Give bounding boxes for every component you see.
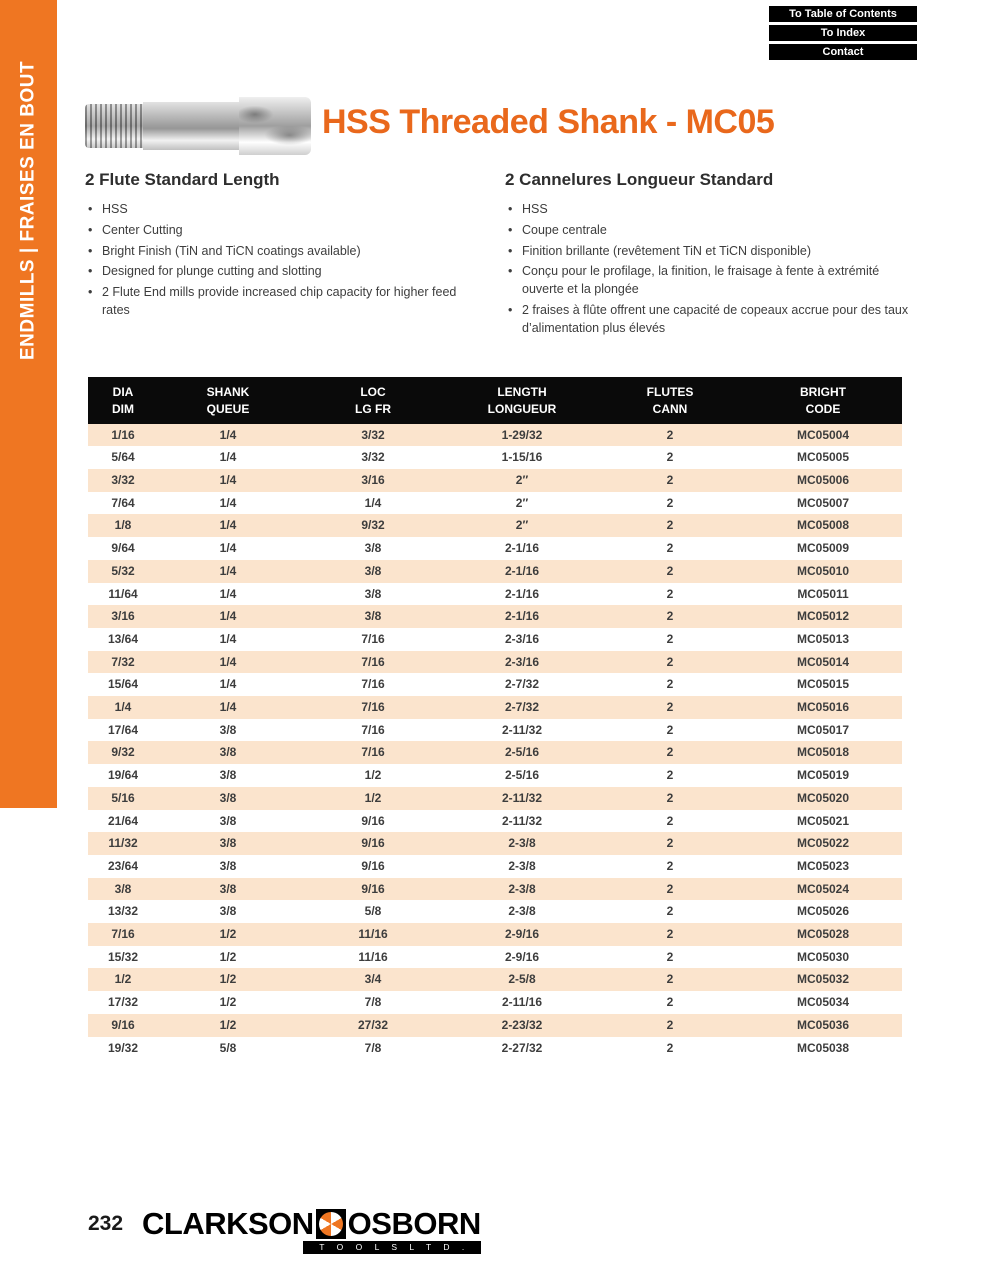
table-row xyxy=(88,832,902,855)
logo-clarkson-text: CLARKSON xyxy=(142,1206,314,1241)
table-row xyxy=(88,855,902,878)
to-index-button[interactable]: To Index xyxy=(769,25,917,41)
table-cell: 2-3/8 xyxy=(508,881,536,896)
sidebar xyxy=(0,0,57,808)
table-cell: MC05030 xyxy=(796,949,850,964)
table-cell: 3/8 xyxy=(364,586,382,601)
table-cell: 1/2 xyxy=(219,1017,237,1032)
table-cell: 2-5/16 xyxy=(504,768,540,783)
table-cell: 2 xyxy=(666,768,674,783)
table-cell: 1/4 xyxy=(364,495,382,510)
table-cell: MC05013 xyxy=(796,631,850,646)
table-cell: 13/32 xyxy=(107,904,139,919)
table-cell: MC05019 xyxy=(796,768,850,783)
table-row xyxy=(88,900,902,923)
table-cell: 2-3/16 xyxy=(504,654,540,669)
table-cell: 2 xyxy=(666,1017,674,1032)
column-header-dia: DIA DIM xyxy=(88,377,158,424)
column-header-flutes: FLUTES CANN xyxy=(596,377,744,424)
table-cell: 9/16 xyxy=(111,1017,135,1032)
table-cell: 2 xyxy=(666,813,674,828)
table-cell: 3/8 xyxy=(114,881,132,896)
table-cell: MC05009 xyxy=(796,541,850,556)
table-cell: MC05012 xyxy=(796,609,850,624)
table-cell: 19/64 xyxy=(107,768,139,783)
table-cell: 2-9/16 xyxy=(504,927,540,942)
table-cell: 2-1/16 xyxy=(504,586,540,601)
list-item: • Designed for plunge cutting and slotting xyxy=(85,263,477,281)
table-cell: 3/4 xyxy=(364,972,382,987)
table-cell: 2-11/32 xyxy=(501,722,543,737)
table-cell: MC05023 xyxy=(796,858,850,873)
table-row xyxy=(88,673,902,696)
table-cell: 2 xyxy=(666,836,674,851)
table-cell: MC05021 xyxy=(796,813,850,828)
table-cell: MC05022 xyxy=(796,836,850,851)
table-cell: 2 xyxy=(666,541,674,556)
table-cell: 5/16 xyxy=(111,790,135,805)
table-cell: MC05020 xyxy=(796,790,850,805)
table-row xyxy=(88,923,902,946)
column-header-loc: LOC LG FR xyxy=(298,377,448,424)
table-cell: 1/4 xyxy=(219,677,237,692)
list-item: • 2 Flute End mills provide increased chip capacity for higher feed rates xyxy=(85,284,477,320)
table-cell: 13/64 xyxy=(107,631,139,646)
table-cell: 1-15/16 xyxy=(501,450,543,465)
table-cell: 2 xyxy=(666,677,674,692)
table-cell: MC05008 xyxy=(796,518,850,533)
top-nav xyxy=(769,6,917,63)
table-row xyxy=(88,537,902,560)
table-cell: 2-3/16 xyxy=(504,631,540,646)
table-cell: 7/16 xyxy=(361,700,385,715)
features-french-heading: 2 Cannelures Longueur Standard xyxy=(505,170,774,189)
list-item: • Center Cutting xyxy=(85,222,477,240)
endmill-photo xyxy=(85,94,311,158)
table-cell: 3/8 xyxy=(364,541,382,556)
table-cell: 1/4 xyxy=(114,700,132,715)
table-cell: 17/32 xyxy=(107,995,139,1010)
table-cell: 1/4 xyxy=(219,518,237,533)
table-cell: 21/64 xyxy=(107,813,139,828)
table-cell: 1/4 xyxy=(219,495,237,510)
table-cell: 2-5/16 xyxy=(504,745,540,760)
table-cell: 2-3/8 xyxy=(508,904,536,919)
list-item: • 2 fraises à flûte offrent une capacité de copeaux accrue pour des taux d’alimentation plus élevés xyxy=(505,302,909,338)
list-item: • HSS xyxy=(505,201,909,219)
table-cell: 2 xyxy=(666,427,674,442)
table-cell: 7/16 xyxy=(361,631,385,646)
features-french xyxy=(505,170,909,340)
table-cell: 2-27/32 xyxy=(501,1040,543,1055)
list-item: • Conçu pour le profilage, la finition, le fraisage à fente à extrémité ouverte et la plongée xyxy=(505,263,909,299)
sidebar-section-label: ENDMILLS | FRAISES EN BOUT xyxy=(17,60,39,360)
table-cell: 2-3/8 xyxy=(508,858,536,873)
table-cell: 3/8 xyxy=(219,904,237,919)
table-cell: 2 xyxy=(666,972,674,987)
table-cell: MC05026 xyxy=(796,904,850,919)
table-cell: 1/4 xyxy=(219,654,237,669)
table-row xyxy=(88,719,902,742)
table-cell: 1/8 xyxy=(114,518,132,533)
endmill-threaded-shank xyxy=(85,104,143,148)
table-cell: 11/16 xyxy=(358,927,388,942)
table-row xyxy=(88,583,902,606)
table-cell: 7/16 xyxy=(361,654,385,669)
table-cell: 9/64 xyxy=(111,541,135,556)
table-cell: 1/2 xyxy=(219,949,237,964)
table-cell: MC05028 xyxy=(796,927,850,942)
table-cell: 1/4 xyxy=(219,631,237,646)
table-cell: 5/32 xyxy=(111,563,135,578)
table-cell: 9/16 xyxy=(361,836,385,851)
table-cell: 1-29/32 xyxy=(501,427,543,442)
table-cell: 1/2 xyxy=(219,972,237,987)
table-cell: 2-7/32 xyxy=(504,677,540,692)
table-cell: 3/16 xyxy=(361,473,385,487)
table-cell: 2 xyxy=(666,609,674,624)
table-cell: 1/4 xyxy=(219,609,237,624)
table-cell: MC05014 xyxy=(796,654,850,669)
table-row xyxy=(88,446,902,469)
table-cell: 15/64 xyxy=(107,677,139,692)
table-cell: 2 xyxy=(666,518,674,533)
spec-table xyxy=(88,377,902,1059)
table-cell: MC05010 xyxy=(796,563,850,578)
table-cell: MC05005 xyxy=(796,450,850,465)
table-cell: 3/8 xyxy=(364,563,382,578)
table-cell: 1/2 xyxy=(364,790,382,805)
table-row xyxy=(88,560,902,583)
table-row xyxy=(88,741,902,764)
table-cell: 2-11/32 xyxy=(501,813,543,828)
table-cell: 7/32 xyxy=(111,654,135,669)
table-cell: 9/16 xyxy=(361,881,385,896)
logo-osborn-text: OSBORN xyxy=(347,1206,481,1241)
table-cell: 2 xyxy=(666,745,674,760)
table-cell: MC05011 xyxy=(797,586,849,601)
table-cell: MC05032 xyxy=(796,972,850,987)
table-cell: MC05017 xyxy=(796,722,850,737)
table-cell: 3/32 xyxy=(111,473,135,487)
table-cell: 7/16 xyxy=(361,722,385,737)
table-cell: 2-11/32 xyxy=(501,790,543,805)
table-row xyxy=(88,628,902,651)
table-row xyxy=(88,696,902,719)
table-cell: 2-23/32 xyxy=(501,1017,543,1032)
table-cell: 2-5/8 xyxy=(508,972,536,987)
contact-button[interactable]: Contact xyxy=(769,44,917,60)
page-number: 232 xyxy=(88,1212,124,1235)
features-english xyxy=(85,170,477,323)
table-cell: 1/2 xyxy=(219,995,237,1010)
table-cell: 1/4 xyxy=(219,700,237,715)
table-cell: 3/8 xyxy=(219,881,237,896)
list-item: • Coupe centrale xyxy=(505,222,909,240)
table-cell: 3/8 xyxy=(219,722,237,737)
features-french-list xyxy=(505,201,909,337)
table-cell: 2 xyxy=(666,858,674,873)
table-cell: 5/64 xyxy=(111,450,135,465)
table-cell: 3/8 xyxy=(219,858,237,873)
table-cell: 9/32 xyxy=(111,745,135,760)
spec-table-header xyxy=(88,377,902,424)
table-cell: MC05004 xyxy=(796,427,850,442)
table-row xyxy=(88,991,902,1014)
logo-tools-ltd-bar: T O O L S L T D . xyxy=(303,1241,481,1254)
table-cell: MC05007 xyxy=(796,495,850,510)
table-cell: MC05036 xyxy=(796,1017,850,1032)
list-item: • Finition brillante (revêtement TiN et TiCN disponible) xyxy=(505,243,909,261)
table-row xyxy=(88,878,902,901)
endmill-neck xyxy=(143,102,239,150)
table-cell: 23/64 xyxy=(107,858,139,873)
table-cell: 1/4 xyxy=(219,541,237,556)
table-cell: 2 xyxy=(666,586,674,601)
features-english-list xyxy=(85,201,477,320)
table-cell: 5/8 xyxy=(219,1040,237,1055)
table-row xyxy=(88,810,902,833)
table-cell: 2 xyxy=(666,563,674,578)
endmill-flute-head xyxy=(239,97,311,155)
table-row xyxy=(88,968,902,991)
table-cell: 7/16 xyxy=(111,927,135,942)
table-cell: 3/32 xyxy=(361,450,385,465)
table-cell: 2″ xyxy=(515,473,529,487)
table-cell: 2-1/16 xyxy=(504,563,540,578)
table-cell: 3/8 xyxy=(219,790,237,805)
table-cell: 11/32 xyxy=(108,836,138,851)
table-cell: 2 xyxy=(666,473,674,487)
table-cell: 2 xyxy=(666,995,674,1010)
table-row xyxy=(88,492,902,515)
table-cell: 19/32 xyxy=(107,1040,139,1055)
table-cell: 2 xyxy=(666,495,674,510)
table-row xyxy=(88,787,902,810)
table-cell: MC05016 xyxy=(796,700,850,715)
table-cell: 3/8 xyxy=(219,836,237,851)
to-table-of-contents-button[interactable]: To Table of Contents xyxy=(769,6,917,22)
table-cell: 1/4 xyxy=(219,427,237,442)
table-cell: 2-3/8 xyxy=(508,836,536,851)
table-cell: 2 xyxy=(666,722,674,737)
table-cell: 9/16 xyxy=(361,858,385,873)
list-item: • Bright Finish (TiN and TiCN coatings available) xyxy=(85,243,477,261)
table-cell: 5/8 xyxy=(364,904,382,919)
table-cell: 1/2 xyxy=(364,768,382,783)
table-row xyxy=(88,469,902,492)
table-cell: 2 xyxy=(666,904,674,919)
table-cell: 27/32 xyxy=(357,1017,389,1032)
table-row xyxy=(88,946,902,969)
table-cell: 1/4 xyxy=(219,450,237,465)
table-cell: 3/8 xyxy=(219,768,237,783)
table-cell: 3/8 xyxy=(364,609,382,624)
table-row xyxy=(88,651,902,674)
table-cell: 1/4 xyxy=(219,586,237,601)
table-cell: MC05024 xyxy=(796,881,850,896)
table-cell: 2-7/32 xyxy=(504,700,540,715)
table-cell: 7/16 xyxy=(361,745,385,760)
table-cell: 1/2 xyxy=(114,972,132,987)
table-cell: 2 xyxy=(666,790,674,805)
table-cell: 2 xyxy=(666,927,674,942)
table-cell: 17/64 xyxy=(107,722,139,737)
table-cell: 15/32 xyxy=(107,949,139,964)
column-header-bright-code: BRIGHT CODE xyxy=(744,377,902,424)
table-cell: 7/8 xyxy=(364,995,382,1010)
table-cell: 2 xyxy=(666,881,674,896)
table-row xyxy=(88,605,902,628)
table-cell: MC05034 xyxy=(796,995,850,1010)
table-cell: 2″ xyxy=(515,518,529,533)
table-cell: 9/16 xyxy=(361,813,385,828)
table-cell: 2 xyxy=(666,949,674,964)
table-cell: 7/8 xyxy=(364,1040,382,1055)
list-item: • HSS xyxy=(85,201,477,219)
table-cell: 3/32 xyxy=(361,427,385,442)
column-header-shank: SHANK QUEUE xyxy=(158,377,298,424)
table-row xyxy=(88,1014,902,1037)
table-cell: MC05038 xyxy=(796,1040,850,1055)
table-cell: 2″ xyxy=(515,495,529,510)
table-body xyxy=(88,424,902,1060)
table-cell: 2 xyxy=(666,450,674,465)
table-cell: 3/8 xyxy=(219,813,237,828)
table-row xyxy=(88,1037,902,1060)
table-cell: 2-1/16 xyxy=(504,609,540,624)
column-header-length: LENGTH LONGUEUR xyxy=(448,377,596,424)
table-row xyxy=(88,424,902,447)
table-cell: 9/32 xyxy=(361,518,385,533)
company-logo xyxy=(142,1206,481,1252)
table-cell: 3/16 xyxy=(111,609,135,624)
table-cell: 1/16 xyxy=(111,427,135,442)
table-cell: MC05006 xyxy=(796,473,850,487)
table-cell: 2-1/16 xyxy=(504,541,540,556)
table-cell: 2 xyxy=(666,654,674,669)
page-title: HSS Threaded Shank - MC05 xyxy=(322,103,775,141)
table-cell: 1/2 xyxy=(219,927,237,942)
table-cell: 3/8 xyxy=(219,745,237,760)
table-cell: 11/64 xyxy=(108,586,138,601)
table-row xyxy=(88,514,902,537)
table-cell: 7/16 xyxy=(361,677,385,692)
table-cell: 2-9/16 xyxy=(504,949,540,964)
table-cell: 2-11/16 xyxy=(501,995,543,1010)
table-cell: MC05018 xyxy=(796,745,850,760)
table-cell: 1/4 xyxy=(219,563,237,578)
table-cell: 7/64 xyxy=(111,495,135,510)
table-cell: 11/16 xyxy=(358,949,388,964)
pinwheel-logo-icon xyxy=(316,1209,346,1239)
table-row xyxy=(88,764,902,787)
features-english-heading: 2 Flute Standard Length xyxy=(85,170,280,189)
table-cell: 1/4 xyxy=(219,473,237,487)
table-cell: 2 xyxy=(666,631,674,646)
table-cell: MC05015 xyxy=(796,677,850,692)
table-cell: 2 xyxy=(666,700,674,715)
table-cell: 2 xyxy=(666,1040,674,1055)
